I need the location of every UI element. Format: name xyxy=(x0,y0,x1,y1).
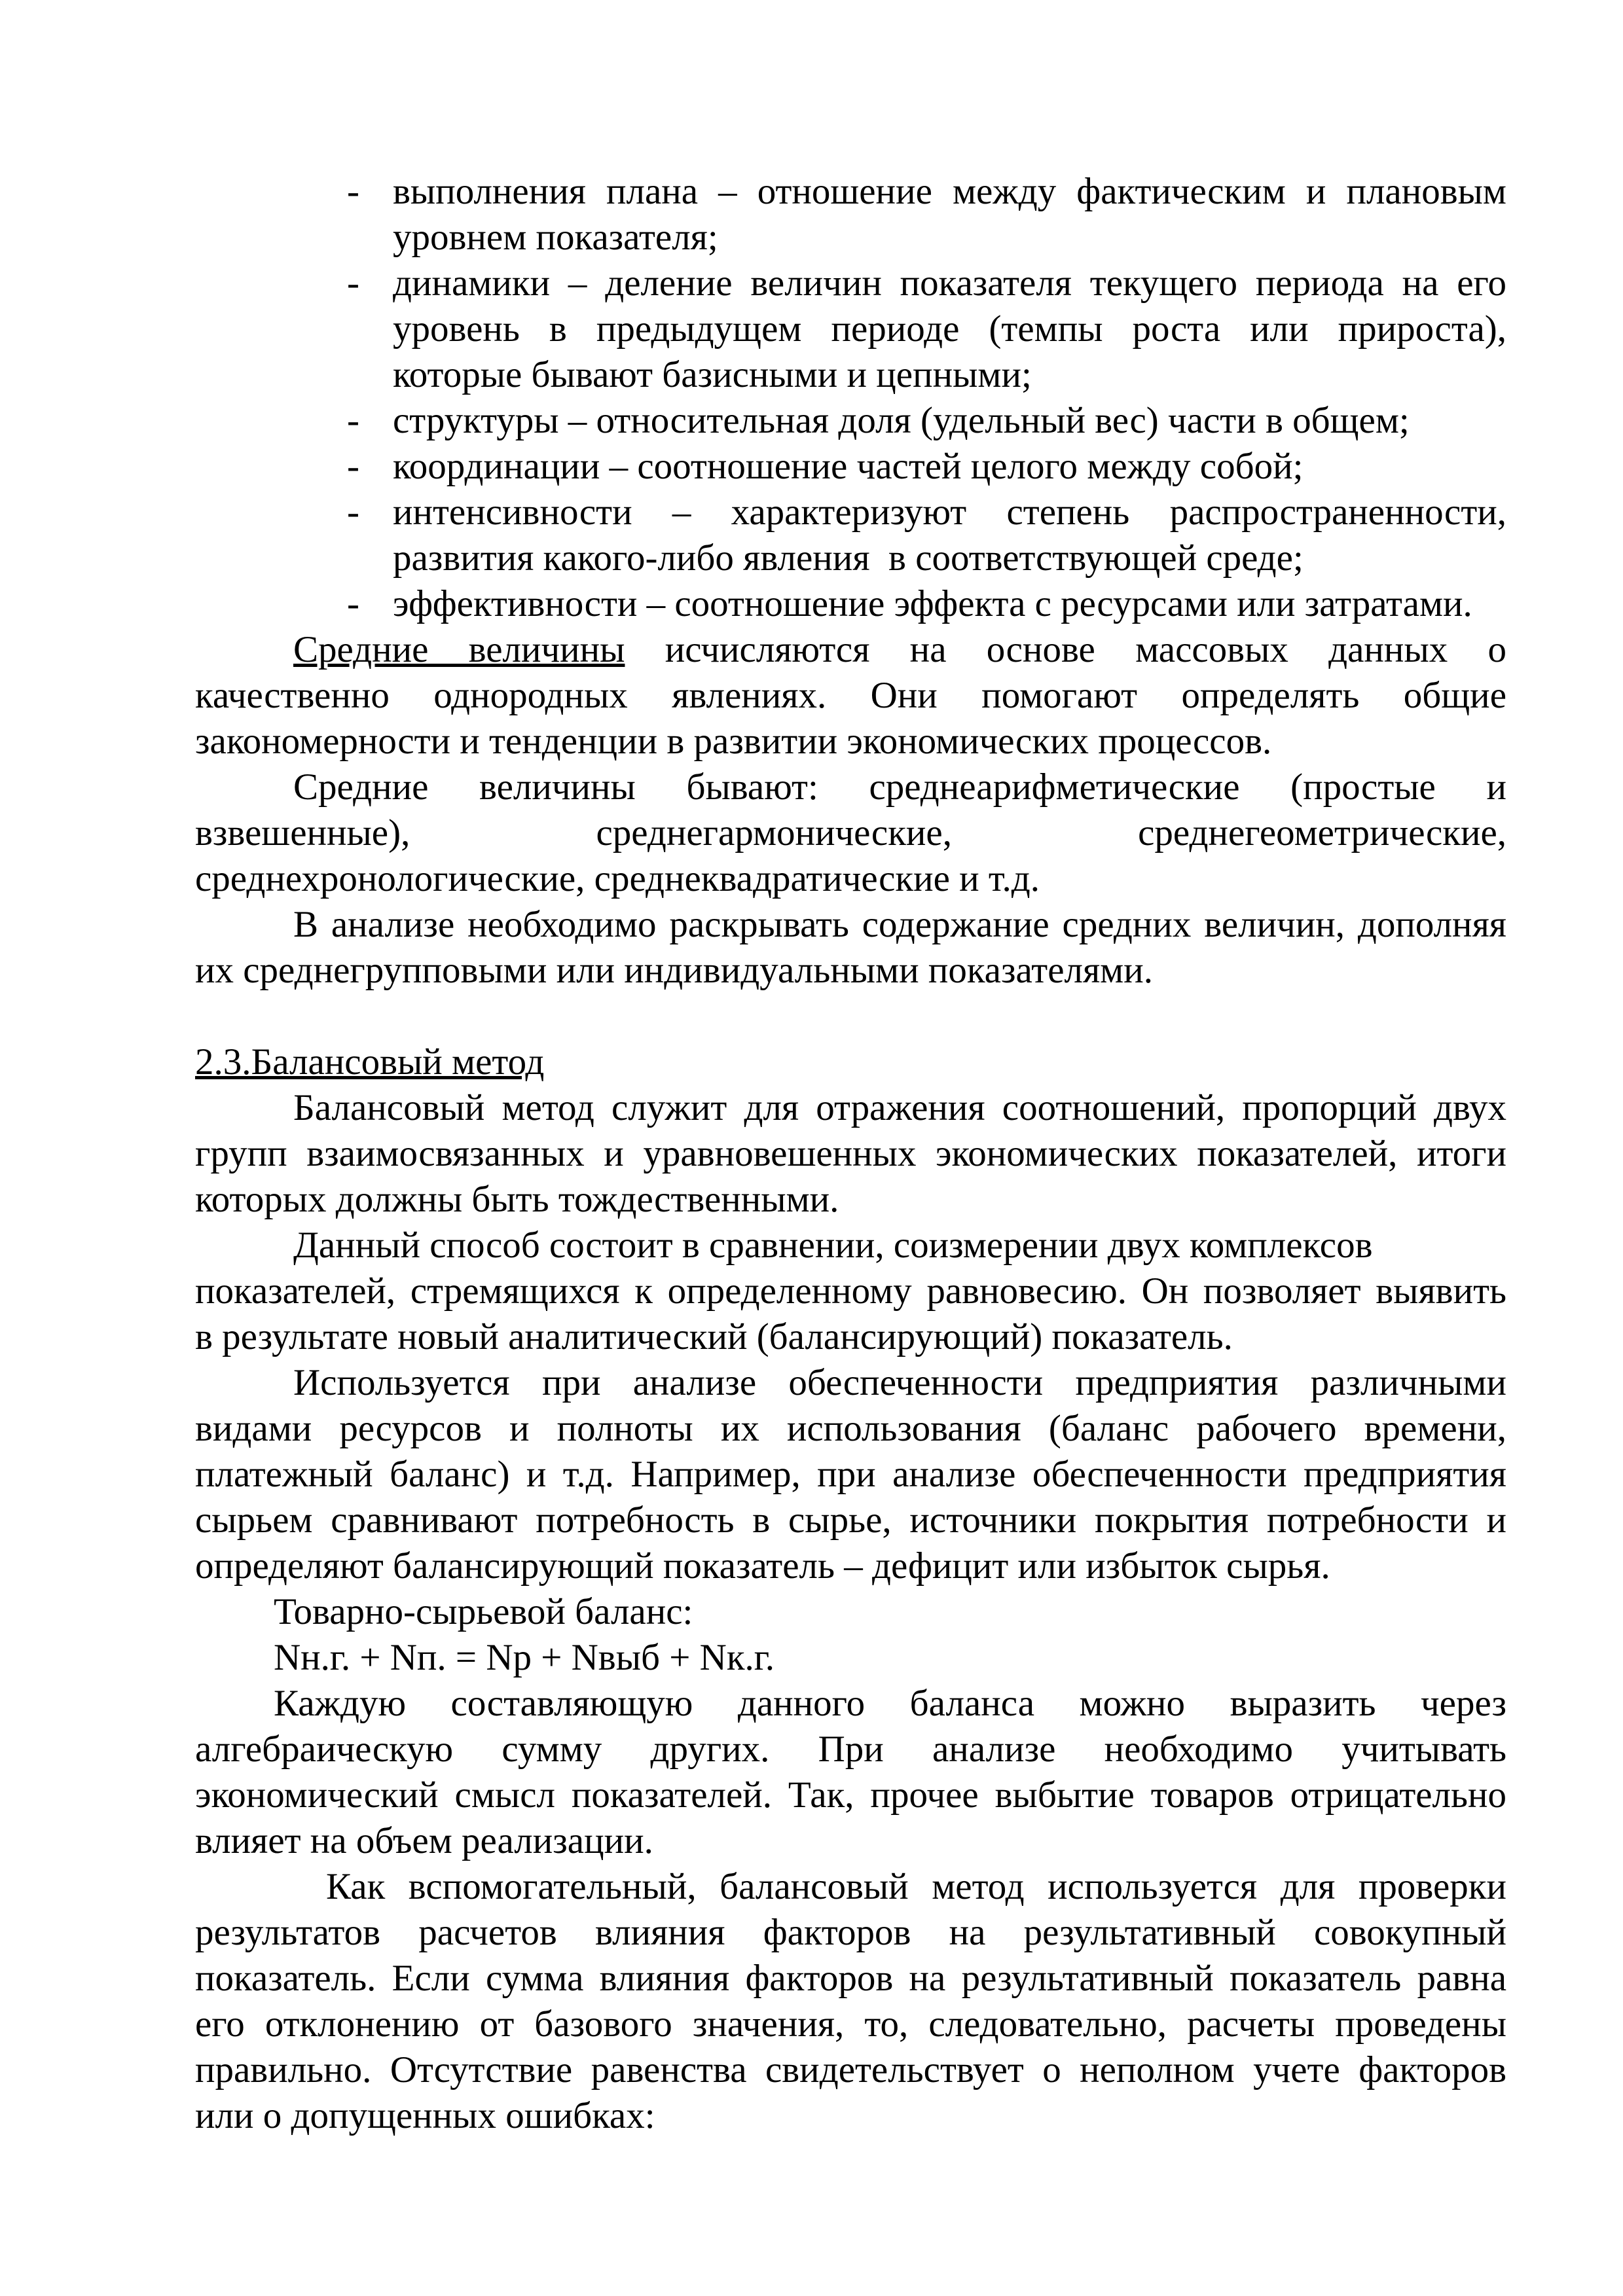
text-run: закономерности и тенденции в развитии экономических процессов. xyxy=(195,721,1272,762)
paragraph xyxy=(195,1864,1506,2139)
text-run: Как вспомогательный, балансовый метод используется для проверки xyxy=(326,1866,1506,1907)
text-run: Каждую составляющую данного баланса можно выразить через xyxy=(274,1683,1506,1724)
paragraph xyxy=(195,764,1506,902)
bullet-item xyxy=(195,260,1506,398)
text-line xyxy=(195,810,1506,856)
paragraph xyxy=(195,902,1506,994)
text-run: групп взаимосвязанных и уравновешенных экономических показателей, итоги xyxy=(195,1133,1506,1174)
text-run: Используется при анализе обеспеченности предприятия различными xyxy=(293,1362,1506,1403)
text-run: среднехронологические, среднеквадратические и т.д. xyxy=(195,858,1040,899)
text-line xyxy=(195,856,1506,902)
text-line xyxy=(195,2093,1506,2139)
bullet-item xyxy=(195,398,1506,444)
text-line xyxy=(195,1498,1506,1543)
bullet-dash-marker: - xyxy=(347,262,359,304)
text-run: сырьем сравнивают потребность в сырье, источники покрытия потребности и xyxy=(195,1499,1506,1541)
text-run: влияет на объем реализации. xyxy=(195,1820,653,1861)
text-line xyxy=(195,1772,1506,1818)
text-run: эффективности – соотношение эффекта с ресурсами или затратами. xyxy=(393,583,1472,624)
blank-line xyxy=(195,994,1506,1039)
text-line xyxy=(195,1910,1506,1956)
text-run: алгебраическую сумму других. При анализе необходимо учитывать xyxy=(195,1729,1506,1770)
paragraph xyxy=(195,1681,1506,1864)
text-line xyxy=(195,1223,1506,1268)
text-line xyxy=(195,1360,1506,1406)
text-line xyxy=(195,352,1506,398)
formula-line xyxy=(195,1635,1506,1681)
underlined-text: Средние величины xyxy=(293,629,625,670)
text-run: определяют балансирующий показатель – дефицит или избыток сырья. xyxy=(195,1545,1330,1587)
text-run: структуры – относительная доля (удельный вес) части в общем; xyxy=(393,400,1410,441)
text-run: Средние величины бывают: среднеарифметические (простые и xyxy=(293,766,1506,808)
text-run: или о допущенных ошибках: xyxy=(195,2095,655,2136)
text-run: развития какого-либо явления в соответствующей среде; xyxy=(393,537,1304,579)
text-line xyxy=(195,1727,1506,1772)
text-line xyxy=(195,673,1506,719)
text-run: которые бывают базисными и цепными; xyxy=(393,354,1032,395)
bullet-item xyxy=(195,444,1506,490)
text-line xyxy=(195,444,1506,490)
text-column xyxy=(195,169,1506,2139)
text-line xyxy=(195,948,1506,994)
text-run: показателей, стремящихся к определенному равновесию. Он позволяет выявить xyxy=(195,1270,1506,1312)
bullet-dash-marker: - xyxy=(347,583,359,624)
bullet-item xyxy=(195,490,1506,581)
paragraph xyxy=(195,1085,1506,1223)
text-run: выполнения плана – отношение между фактическим и плановым xyxy=(393,171,1506,212)
text-run: видами ресурсов и полноты их использования (баланс рабочего времени, xyxy=(195,1408,1506,1449)
text-run: 2.3.Балансовый метод xyxy=(195,1041,545,1083)
bullet-dash-marker: - xyxy=(347,171,359,212)
formula-block xyxy=(195,1635,1506,1681)
text-line xyxy=(195,1314,1506,1360)
text-line xyxy=(195,2001,1506,2047)
bullet-dash-marker: - xyxy=(347,400,359,441)
bullet-item xyxy=(195,169,1506,260)
paragraph xyxy=(195,1360,1506,1589)
text-line xyxy=(195,2047,1506,2093)
text-run: показатель. Если сумма влияния факторов на результативный показатель равна xyxy=(195,1958,1506,1999)
text-run: уровнем показателя; xyxy=(393,217,718,258)
text-run: его отклонению от базового значения, то, следовательно, расчеты проведены xyxy=(195,2003,1506,2045)
text-run: В анализе необходимо раскрывать содержание средних величин, дополняя xyxy=(293,904,1506,945)
text-run: взвешенные), среднегармонические, среднегеометрические, xyxy=(195,812,1506,853)
paragraph xyxy=(195,1589,1506,1635)
text-run: их среднегрупповыми или индивидуальными показателями. xyxy=(195,950,1153,991)
text-line xyxy=(195,1956,1506,2001)
text-run: в результате новый аналитический (балансирующий) показатель. xyxy=(195,1316,1233,1357)
bullet-dash-marker: - xyxy=(347,446,359,487)
text-line xyxy=(195,1268,1506,1314)
text-run: координации – соотношение частей целого между собой; xyxy=(393,446,1304,487)
text-line xyxy=(195,306,1506,352)
bullet-dash-marker: - xyxy=(347,492,359,533)
bullet-item xyxy=(195,581,1506,627)
text-run: Данный способ состоит в сравнении, соизмерении двух комплексов xyxy=(293,1225,1373,1266)
text-line xyxy=(195,1085,1506,1131)
text-run: интенсивности – характеризуют степень распространенности, xyxy=(393,492,1506,533)
text-line xyxy=(195,627,1506,673)
text-run: платежный баланс) и т.д. Например, при анализе обеспеченности предприятия xyxy=(195,1454,1506,1495)
text-line xyxy=(195,1864,1506,1910)
text-line xyxy=(195,1177,1506,1223)
text-line xyxy=(195,902,1506,948)
text-line xyxy=(195,169,1506,215)
text-run: Балансовый метод служит для отражения соотношений, пропорций двух xyxy=(293,1087,1506,1128)
text-line xyxy=(195,398,1506,444)
text-line xyxy=(195,215,1506,260)
text-line xyxy=(195,719,1506,764)
heading-line xyxy=(195,1039,1506,1085)
formula-text: Nн.г. + Nп. = Nр + Nвыб + Nк.г. xyxy=(274,1637,775,1678)
paragraph xyxy=(195,1223,1506,1360)
text-run: исчисляются на основе массовых данных о xyxy=(625,629,1506,670)
text-line xyxy=(195,535,1506,581)
blank-line xyxy=(195,994,1506,1039)
text-line xyxy=(195,1681,1506,1727)
text-line xyxy=(195,764,1506,810)
text-line xyxy=(195,260,1506,306)
text-line xyxy=(195,1818,1506,1864)
text-line xyxy=(195,1589,1506,1635)
text-line xyxy=(195,581,1506,627)
text-line xyxy=(195,1406,1506,1452)
text-run: правильно. Отсутствие равенства свидетельствует о неполном учете факторов xyxy=(195,2049,1506,2090)
text-run: качественно однородных явлениях. Они помогают определять общие xyxy=(195,675,1506,716)
text-line xyxy=(195,1543,1506,1589)
text-run: динамики – деление величин показателя текущего периода на его xyxy=(393,262,1506,304)
text-line xyxy=(195,1452,1506,1498)
text-run: уровень в предыдущем периоде (темпы роста или прироста), xyxy=(393,308,1506,350)
text-line xyxy=(195,1131,1506,1177)
paragraph xyxy=(195,627,1506,764)
text-run: экономический смысл показателей. Так, прочее выбытие товаров отрицательно xyxy=(195,1774,1506,1816)
section-heading xyxy=(195,1039,1506,1085)
text-line xyxy=(195,490,1506,535)
text-run: которых должны быть тождественными. xyxy=(195,1179,839,1220)
text-run: Товарно-сырьевой баланс: xyxy=(274,1591,693,1632)
text-run: результатов расчетов влияния факторов на результативный совокупный xyxy=(195,1912,1506,1953)
